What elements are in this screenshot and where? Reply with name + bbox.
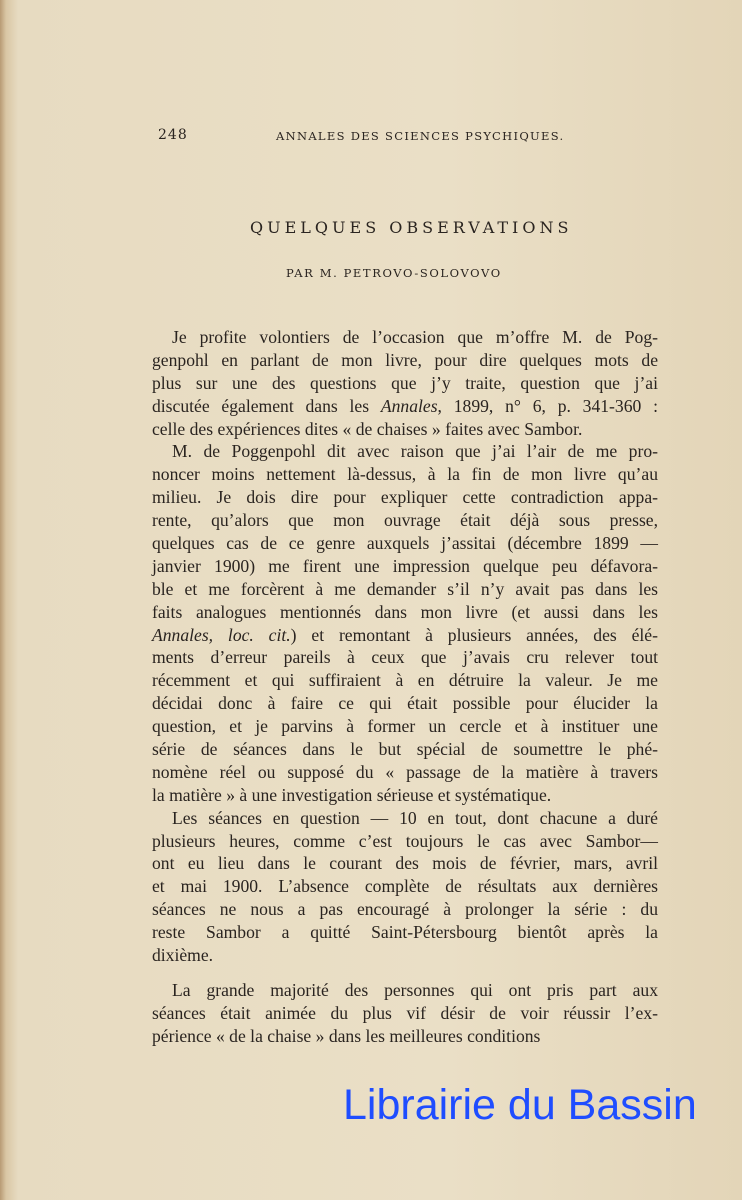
text: celle des expériences dites « de chaises » faites avec Sambor. xyxy=(152,418,583,439)
text: rente, qu’alors que mon ouvrage était déjà sous presse, xyxy=(152,510,658,531)
text-line xyxy=(152,875,658,898)
text: janvier 1900) me firent une impression quelque peu défavora- xyxy=(152,555,658,576)
text-line xyxy=(152,349,658,372)
text: M. de Poggenpohl dit avec raison que j’ai l’air de me pro- xyxy=(172,441,658,462)
text-line xyxy=(152,372,658,395)
text: discutée également dans les xyxy=(152,395,381,416)
text: quelques cas de ce genre auxquels j’assitai (décembre 1899 — xyxy=(152,533,658,554)
text: ont eu lieu dans le courant des mois de février, mars, avril xyxy=(152,853,658,874)
text-line xyxy=(152,715,658,738)
paragraph xyxy=(152,807,658,967)
text-line xyxy=(152,555,658,578)
text: plusieurs heures, comme c’est toujours le cas avec Sambor— xyxy=(152,830,658,851)
text-line xyxy=(152,418,658,441)
text-line xyxy=(152,463,658,486)
watermark: Librairie du Bassin xyxy=(343,1081,697,1129)
article-body xyxy=(152,326,658,1048)
text: milieu. Je dois dire pour expliquer cette contradiction appa- xyxy=(152,487,658,508)
text-line xyxy=(152,921,658,944)
text: la matière » à une investigation sérieuse et systématique. xyxy=(152,784,552,805)
text-line xyxy=(152,1002,658,1025)
text-line xyxy=(152,509,658,532)
text: dixième. xyxy=(152,945,214,966)
text-line xyxy=(152,395,658,418)
text-line xyxy=(152,326,658,349)
text-line xyxy=(152,830,658,853)
italic-text: Annales xyxy=(380,395,438,416)
text: récemment et qui suffiraient à en détruire la valeur. Je me xyxy=(152,670,658,691)
text-line xyxy=(152,486,658,509)
text: Les séances en question — 10 en tout, dont chacune a duré xyxy=(172,807,658,828)
text-line xyxy=(152,578,658,601)
text-line xyxy=(152,532,658,555)
text-line xyxy=(152,944,658,967)
text: ments d’erreur pareils à ceux que j’avais cru relever tout xyxy=(152,647,658,668)
text-line xyxy=(152,692,658,715)
text-line xyxy=(152,898,658,921)
text-line xyxy=(152,852,658,875)
text-line xyxy=(152,1025,658,1048)
text: périence « de la chaise » dans les meilleures conditions xyxy=(152,1025,541,1046)
running-title: ANNALES DES SCIENCES PSYCHIQUES. xyxy=(276,129,565,143)
article-byline: PAR M. PETROVO-SOLOVOVO xyxy=(286,266,502,280)
paragraph xyxy=(152,979,658,1048)
text: nomène réel ou supposé du « passage de la matière à travers xyxy=(152,761,658,782)
paragraph xyxy=(152,326,658,440)
text-line xyxy=(152,601,658,624)
paragraph xyxy=(152,440,658,806)
text: ) et remontant à plusieurs années, des élé- xyxy=(290,624,658,645)
text-line xyxy=(152,738,658,761)
text-line xyxy=(152,440,658,463)
text: séances ne nous a pas encouragé à prolonger la série : du xyxy=(152,899,658,920)
text: plus sur une des questions que j’y traite, question que j’ai xyxy=(152,372,658,393)
text-line xyxy=(152,807,658,830)
text: série de séances dans le but spécial de soumettre le phé- xyxy=(152,739,658,760)
article-title: QUELQUES OBSERVATIONS xyxy=(250,218,573,237)
text: question, et je parvins à former un cercle et à instituer une xyxy=(152,716,658,737)
text: La grande majorité des personnes qui ont pris part aux xyxy=(172,979,658,1000)
text: et mai 1900. L’absence complète de résultats aux dernières xyxy=(152,876,658,897)
page-number: 248 xyxy=(158,127,188,143)
text-line xyxy=(152,669,658,692)
text-line xyxy=(152,646,658,669)
text-line xyxy=(152,761,658,784)
text: faits analogues mentionnés dans mon livre (et aussi dans les xyxy=(152,601,658,622)
text-line xyxy=(152,784,658,807)
text: séances était animée du plus vif désir de voir réussir l’ex- xyxy=(152,1002,658,1023)
text: genpohl en parlant de mon livre, pour dire quelques mots de xyxy=(152,349,658,370)
text: décidai donc à faire ce qui était possible pour élucider la xyxy=(152,693,658,714)
text: ble et me forcèrent à me demander s’il n’y avait pas dans les xyxy=(152,578,658,599)
text-line xyxy=(152,979,658,1002)
text: reste Sambor a quitté Saint-Pétersbourg bientôt après la xyxy=(152,922,658,943)
text: , 1899, n° 6, p. 341-360 : xyxy=(437,395,658,416)
text-line xyxy=(152,624,658,647)
text: noncer moins nettement là-dessus, à la fin de mon livre qu’au xyxy=(152,464,658,485)
italic-text: Annales, loc. cit. xyxy=(152,624,291,645)
text: Je profite volontiers de l’occasion que m’offre M. de Pog- xyxy=(172,327,658,347)
